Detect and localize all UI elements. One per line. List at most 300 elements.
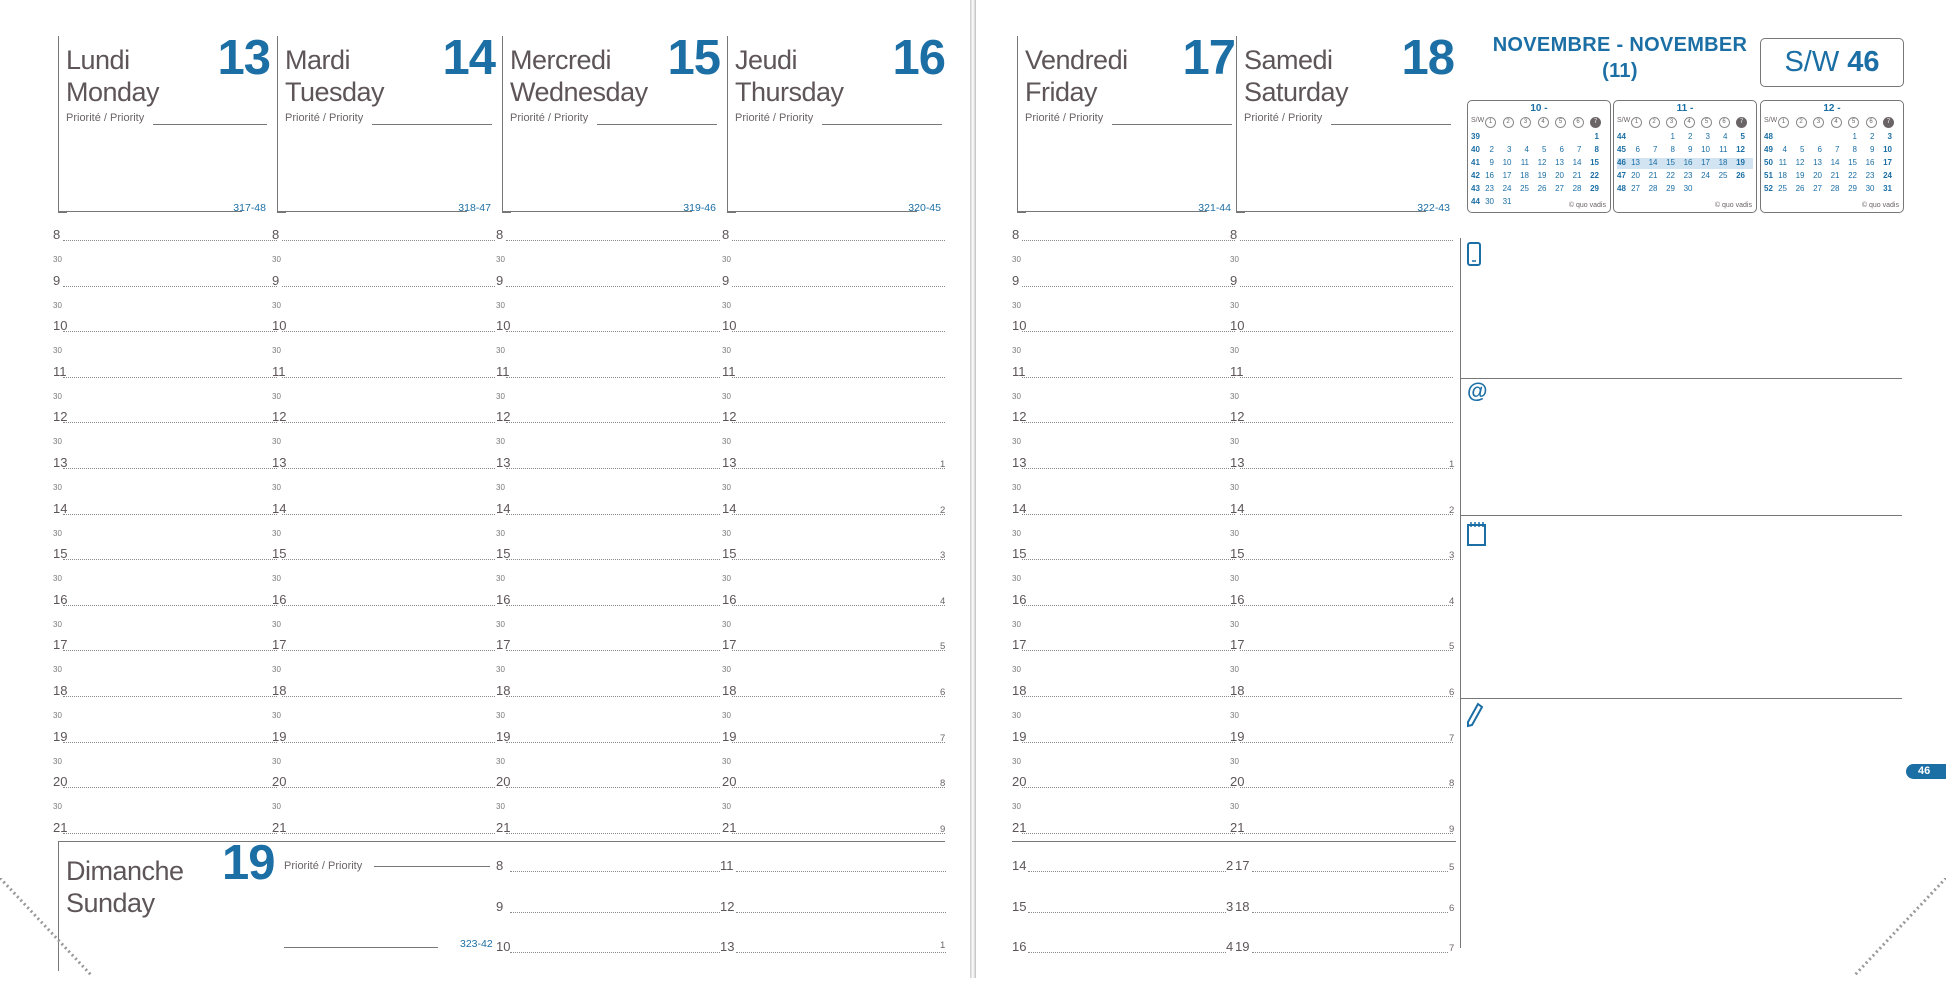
- hour-line[interactable]: [732, 559, 945, 560]
- week-number: 48: [1617, 184, 1626, 193]
- day-cell: 12: [1537, 158, 1547, 167]
- day-cell: 3: [1705, 132, 1710, 141]
- day-cell: 7: [1835, 145, 1840, 154]
- hour-label: 11: [1012, 363, 1026, 379]
- half-hour-label: 30: [496, 437, 505, 447]
- hour-line[interactable]: [506, 240, 720, 241]
- hour-line[interactable]: [63, 468, 277, 469]
- day-code: 323-42: [460, 938, 493, 950]
- weekday-header: 4: [1684, 117, 1695, 128]
- half-hour-label: 30: [1230, 300, 1239, 310]
- hour-label: 21: [272, 819, 287, 835]
- hour-line[interactable]: [1240, 696, 1453, 697]
- weekday-header: 7: [1736, 117, 1747, 128]
- svg-text:@: @: [1467, 380, 1488, 402]
- margin-number: 6: [1449, 687, 1455, 698]
- day-code: 317-48: [233, 202, 266, 214]
- day-cell: 6: [1559, 145, 1564, 154]
- hour-label: 18: [496, 683, 511, 698]
- margin-number: 6: [940, 687, 946, 698]
- hour-label: 19: [1235, 939, 1250, 954]
- half-hour-label: 30: [1012, 391, 1021, 401]
- hour-line[interactable]: [732, 650, 945, 651]
- hour-line[interactable]: [1240, 240, 1453, 241]
- hour-line[interactable]: [1022, 377, 1235, 378]
- margin-number: 1: [940, 940, 946, 951]
- margin-number: 3: [1449, 550, 1455, 562]
- week-number: 52: [1764, 184, 1773, 193]
- week-number: 46: [1847, 46, 1880, 78]
- day-cell: 25: [1520, 184, 1529, 193]
- hour-label: 21: [496, 819, 511, 835]
- hour-label: 16: [53, 591, 68, 607]
- priority-line[interactable]: [1112, 124, 1232, 125]
- day-number: 14: [442, 31, 495, 85]
- half-hour-label: 30: [272, 619, 281, 629]
- mini-calendar[interactable]: [1760, 100, 1904, 213]
- hour-line[interactable]: [1022, 240, 1235, 241]
- day-cell: 17: [1883, 158, 1892, 167]
- priority-line[interactable]: [597, 124, 717, 125]
- copyright: © quo vadis: [1714, 202, 1752, 209]
- mini-calendar-header: [1764, 117, 1900, 128]
- hour-line[interactable]: [63, 696, 277, 697]
- day-code: 321-44: [1198, 202, 1231, 214]
- hour-line[interactable]: [732, 468, 945, 469]
- hour-line[interactable]: [506, 286, 720, 287]
- half-hour-label: 30: [1012, 300, 1021, 310]
- hour-label: 17: [1230, 637, 1245, 653]
- day-cell: 14: [1648, 158, 1658, 167]
- mini-calendar-week: [1471, 158, 1607, 169]
- hour-line[interactable]: [282, 240, 495, 241]
- day-name-french: Lundi: [66, 45, 130, 75]
- week-number: 47: [1617, 171, 1626, 180]
- half-hour-label: 30: [722, 255, 731, 264]
- weekday-header: 5: [1701, 117, 1712, 128]
- weekday-header: 1: [1485, 117, 1496, 128]
- hour-label: 13: [720, 939, 735, 954]
- day-cell: 15: [1848, 158, 1857, 167]
- day-cell: 23: [1485, 184, 1494, 193]
- day-cell: 9: [1489, 158, 1494, 167]
- day-cell: 24: [1502, 184, 1512, 193]
- hour-line[interactable]: [1252, 912, 1448, 913]
- hour-label: 10: [272, 318, 287, 334]
- hour-label: 8: [1012, 227, 1020, 242]
- half-hour-label: 30: [53, 665, 62, 675]
- half-hour-label: 30: [272, 437, 281, 447]
- hour-line[interactable]: [506, 605, 720, 606]
- week-number: 48: [1764, 132, 1773, 141]
- hour-label: 8: [272, 227, 280, 242]
- hour-line[interactable]: [736, 952, 946, 953]
- weekday-header: 1: [1631, 117, 1642, 128]
- hour-line[interactable]: [282, 377, 495, 378]
- hour-line[interactable]: [282, 559, 495, 560]
- half-hour-label: 30: [272, 391, 281, 401]
- margin-number: 3: [940, 550, 946, 562]
- priority-line[interactable]: [822, 124, 942, 125]
- half-hour-label: 30: [722, 665, 731, 675]
- day-cell: 29: [1666, 184, 1675, 193]
- hour-line[interactable]: [732, 514, 945, 515]
- day-cell: 4: [1723, 132, 1728, 141]
- margin-number: 1: [1449, 459, 1455, 470]
- margin-number: 8: [940, 778, 946, 790]
- weekday-header: 5: [1555, 117, 1566, 128]
- half-hour-label: 30: [496, 483, 505, 492]
- day-cell: 22: [1666, 171, 1675, 180]
- hour-line[interactable]: [63, 787, 277, 788]
- day-cell: 10: [1701, 145, 1710, 154]
- mini-calendar[interactable]: [1613, 100, 1757, 213]
- hour-line[interactable]: [1022, 787, 1235, 788]
- hour-line[interactable]: [1240, 742, 1453, 743]
- hour-line[interactable]: [63, 605, 277, 606]
- hour-label: 21: [1012, 819, 1027, 835]
- half-hour-label: 30: [722, 619, 731, 629]
- half-hour-label: 30: [722, 802, 731, 812]
- weekday-header: 6: [1573, 117, 1584, 128]
- margin-number: 1: [940, 459, 946, 470]
- hour-line[interactable]: [1240, 331, 1453, 332]
- day-header: [502, 31, 722, 214]
- day-cell: 30: [1865, 184, 1875, 193]
- priority-line[interactable]: [153, 124, 267, 125]
- hour-line[interactable]: [63, 742, 277, 743]
- half-hour-label: 30: [53, 346, 62, 356]
- hour-line[interactable]: [282, 833, 495, 834]
- hour-line[interactable]: [1028, 912, 1226, 913]
- hour-line[interactable]: [506, 331, 720, 332]
- half-hour-label: 30: [53, 528, 62, 538]
- hour-label: 12: [722, 409, 737, 425]
- half-hour-label: 30: [53, 711, 62, 720]
- hour-line[interactable]: [732, 377, 945, 378]
- hour-label: 21: [722, 819, 737, 835]
- hour-line[interactable]: [63, 286, 277, 287]
- priority-line-bottom[interactable]: [284, 947, 438, 948]
- hour-line[interactable]: [282, 331, 495, 332]
- day-cell: 21: [1830, 171, 1840, 180]
- day-cell: 2: [1489, 145, 1494, 154]
- hour-line[interactable]: [282, 650, 495, 651]
- hour-line[interactable]: [506, 742, 720, 743]
- priority-label: Priorité / Priority: [285, 112, 364, 124]
- hour-label: 11: [53, 363, 67, 379]
- hour-label: 10: [496, 939, 511, 954]
- mini-calendar-week: [1764, 145, 1900, 156]
- hour-line[interactable]: [732, 331, 945, 332]
- margin-number: 7: [940, 732, 946, 744]
- hour-label: 9: [272, 272, 280, 288]
- hour-line[interactable]: [1240, 559, 1453, 560]
- hour-line[interactable]: [506, 422, 720, 423]
- hour-line[interactable]: [63, 331, 277, 332]
- hour-line[interactable]: [63, 514, 277, 515]
- at-icon: [1466, 380, 1488, 407]
- hour-line[interactable]: [732, 605, 945, 606]
- weekday-header: S/W: [1764, 117, 1778, 124]
- page-number-tab[interactable]: [1906, 764, 1946, 779]
- hour-line[interactable]: [1240, 422, 1453, 423]
- header-bottom-line: [502, 211, 692, 212]
- margin-number: 4: [1449, 595, 1455, 607]
- hour-line[interactable]: [732, 240, 945, 241]
- hour-line[interactable]: [1240, 377, 1453, 378]
- day-cell: 23: [1865, 171, 1875, 180]
- hour-line[interactable]: [1240, 833, 1453, 834]
- hour-line[interactable]: [732, 787, 945, 788]
- half-hour-label: 30: [722, 483, 731, 492]
- day-cell: 8: [1670, 145, 1675, 154]
- hour-line[interactable]: [1022, 742, 1235, 743]
- hour-line[interactable]: [732, 833, 945, 834]
- hour-line[interactable]: [282, 787, 495, 788]
- hour-label: 8: [496, 858, 504, 873]
- day-number: 17: [1182, 31, 1235, 85]
- weekday-header: 7: [1590, 117, 1601, 128]
- hour-line[interactable]: [1022, 650, 1235, 651]
- hour-label: 17: [272, 637, 287, 653]
- hour-line[interactable]: [1022, 422, 1235, 423]
- week-number: 50: [1764, 158, 1773, 167]
- day-code: 320-45: [908, 202, 941, 214]
- half-hour-label: 30: [1230, 483, 1239, 492]
- hour-label: 8: [53, 227, 61, 242]
- hour-line[interactable]: [1240, 286, 1453, 287]
- hour-line[interactable]: [282, 514, 495, 515]
- half-hour-label: 30: [1230, 437, 1239, 447]
- day-name-french: Dimanche: [66, 856, 184, 886]
- hour-line[interactable]: [736, 871, 946, 872]
- hour-label: 9: [53, 272, 61, 288]
- priority-line[interactable]: [374, 866, 490, 867]
- day-cell: 13: [1813, 158, 1822, 167]
- weekday-header: 4: [1538, 117, 1549, 128]
- hour-label: 12: [272, 409, 287, 425]
- hour-line[interactable]: [1240, 605, 1453, 606]
- half-hour-label: 30: [496, 756, 505, 766]
- hour-line[interactable]: [282, 605, 495, 606]
- day-cell: 26: [1537, 184, 1547, 193]
- weekday-header: S/W: [1617, 117, 1631, 124]
- day-cell: 15: [1590, 158, 1599, 167]
- margin-number: 4: [940, 595, 946, 607]
- half-hour-label: 30: [496, 391, 505, 401]
- day-cell: 5: [1740, 132, 1745, 141]
- day-name-french: Samedi: [1244, 45, 1333, 75]
- hour-label: 19: [1012, 728, 1027, 744]
- half-hour-label: 30: [272, 346, 281, 356]
- day-cell: 16: [1485, 171, 1494, 180]
- weekday-header: 3: [1666, 117, 1677, 128]
- hour-label: 9: [1230, 272, 1238, 288]
- hour-label: 12: [1012, 409, 1027, 425]
- margin-number: 6: [1449, 902, 1455, 914]
- hour-line[interactable]: [510, 952, 720, 953]
- mini-calendar-week: [1617, 145, 1753, 156]
- day-name-english: Thursday: [735, 77, 844, 107]
- priority-label: Priorité / Priority: [1025, 112, 1104, 124]
- mini-calendar-week: [1471, 171, 1607, 182]
- half-hour-label: 30: [496, 711, 505, 720]
- hour-line[interactable]: [1240, 468, 1453, 469]
- hour-line[interactable]: [1252, 952, 1448, 953]
- hour-line[interactable]: [732, 742, 945, 743]
- hour-line[interactable]: [1028, 871, 1226, 872]
- hour-line[interactable]: [732, 286, 945, 287]
- hour-label: 8: [496, 227, 504, 242]
- week-number: 51: [1764, 171, 1773, 180]
- hour-line[interactable]: [282, 468, 495, 469]
- sunday-number: 19: [222, 836, 275, 890]
- hour-line[interactable]: [736, 912, 946, 913]
- hour-line[interactable]: [63, 833, 277, 834]
- half-hour-label: 30: [496, 255, 505, 264]
- hour-label: 18: [1012, 683, 1027, 698]
- hour-label: 2: [1226, 858, 1234, 873]
- hour-label: 20: [1230, 774, 1245, 790]
- half-hour-label: 30: [1230, 391, 1239, 401]
- hour-line[interactable]: [1022, 286, 1235, 287]
- half-hour-label: 30: [1230, 756, 1239, 766]
- weekday-header: 2: [1649, 117, 1660, 128]
- hour-label: 15: [1230, 546, 1245, 562]
- hour-line[interactable]: [1240, 650, 1453, 651]
- hour-line[interactable]: [506, 833, 720, 834]
- day-cell: 25: [1778, 184, 1787, 193]
- hour-line[interactable]: [1022, 514, 1235, 515]
- hour-line[interactable]: [506, 514, 720, 515]
- day-number: 15: [667, 31, 720, 85]
- day-cell: 31: [1502, 197, 1512, 206]
- day-cell: 20: [1631, 171, 1640, 180]
- mini-calendar-week: [1764, 132, 1900, 143]
- hour-line[interactable]: [510, 871, 720, 872]
- hour-line[interactable]: [63, 650, 277, 651]
- day-name-french: Mardi: [285, 45, 351, 75]
- hour-line[interactable]: [506, 377, 720, 378]
- hour-line[interactable]: [506, 696, 720, 697]
- day-cell: 10: [1883, 145, 1892, 154]
- hour-line[interactable]: [1022, 331, 1235, 332]
- hour-line[interactable]: [506, 787, 720, 788]
- day-cell: 20: [1813, 171, 1822, 180]
- hour-line[interactable]: [282, 742, 495, 743]
- half-hour-label: 30: [53, 300, 62, 310]
- hour-label: 14: [1230, 500, 1245, 516]
- hour-label: 12: [720, 898, 735, 914]
- hour-line[interactable]: [510, 912, 720, 913]
- hour-line[interactable]: [63, 559, 277, 560]
- hour-line[interactable]: [282, 286, 495, 287]
- day-cell: 9: [1870, 145, 1875, 154]
- day-cell: 13: [1631, 158, 1640, 167]
- half-hour-label: 30: [1230, 574, 1239, 584]
- hour-label: 20: [272, 774, 287, 790]
- half-hour-label: 30: [272, 711, 281, 720]
- day-code: 322-43: [1417, 202, 1450, 214]
- weekday-header: 3: [1520, 117, 1531, 128]
- hour-line[interactable]: [1022, 468, 1235, 469]
- hour-label: 18: [1230, 683, 1245, 698]
- day-cell: 27: [1555, 184, 1564, 193]
- hour-line[interactable]: [506, 650, 720, 651]
- hour-line[interactable]: [63, 377, 277, 378]
- day-cell: 8: [1594, 145, 1599, 154]
- hour-line[interactable]: [63, 240, 277, 241]
- hour-label: 20: [496, 774, 511, 790]
- hour-line[interactable]: [1022, 833, 1235, 834]
- hour-line[interactable]: [732, 422, 945, 423]
- day-cell: 5: [1800, 145, 1805, 154]
- day-cell: 18: [1718, 158, 1728, 167]
- hour-line[interactable]: [1252, 871, 1448, 872]
- half-hour-label: 30: [496, 528, 505, 538]
- half-hour-label: 30: [1230, 346, 1239, 356]
- day-cell: 29: [1848, 184, 1857, 193]
- day-cell: 10: [1502, 158, 1512, 167]
- mini-calendar-week: [1617, 171, 1753, 182]
- margin-number: 9: [940, 823, 946, 835]
- half-hour-label: 30: [496, 665, 505, 675]
- half-hour-label: 30: [1012, 802, 1021, 812]
- hour-line[interactable]: [1240, 514, 1453, 515]
- weekday-header: 2: [1503, 117, 1514, 128]
- hour-label: 10: [1012, 318, 1027, 334]
- day-cell: 30: [1485, 197, 1494, 206]
- day-cell: 28: [1572, 184, 1582, 193]
- header-bottom-line: [58, 211, 242, 212]
- half-hour-label: 30: [722, 574, 731, 584]
- hour-line[interactable]: [1022, 559, 1235, 560]
- mini-calendar[interactable]: [1467, 100, 1611, 213]
- hour-label: 14: [1012, 858, 1027, 873]
- hour-line[interactable]: [282, 696, 495, 697]
- day-name: [1244, 44, 1348, 108]
- hour-label: 14: [722, 500, 737, 516]
- priority-line[interactable]: [1331, 124, 1451, 125]
- hour-line[interactable]: [1022, 696, 1235, 697]
- day-cell: 29: [1590, 184, 1599, 193]
- day-name-french: Vendredi: [1025, 45, 1128, 75]
- half-hour-label: 30: [53, 255, 62, 264]
- hour-line[interactable]: [63, 422, 277, 423]
- hour-line[interactable]: [506, 468, 720, 469]
- hour-line[interactable]: [506, 559, 720, 560]
- priority-label: Priorité / Priority: [284, 860, 363, 872]
- hour-line[interactable]: [732, 696, 945, 697]
- day-header: [1236, 31, 1456, 214]
- half-hour-label: 30: [53, 619, 62, 629]
- hour-line[interactable]: [1240, 787, 1453, 788]
- hour-label: 18: [272, 683, 287, 698]
- weekday-header: 6: [1719, 117, 1730, 128]
- hour-line[interactable]: [1022, 605, 1235, 606]
- half-hour-label: 30: [53, 802, 62, 812]
- day-cell: 18: [1520, 171, 1529, 180]
- day-code: 319-46: [683, 202, 716, 214]
- hour-line[interactable]: [1028, 952, 1226, 953]
- day-cell: 31: [1883, 184, 1892, 193]
- day-cell: 1: [1852, 132, 1857, 141]
- hour-label: 16: [1012, 939, 1027, 954]
- priority-line[interactable]: [372, 124, 492, 125]
- hour-line[interactable]: [282, 422, 495, 423]
- day-cell: 6: [1817, 145, 1822, 154]
